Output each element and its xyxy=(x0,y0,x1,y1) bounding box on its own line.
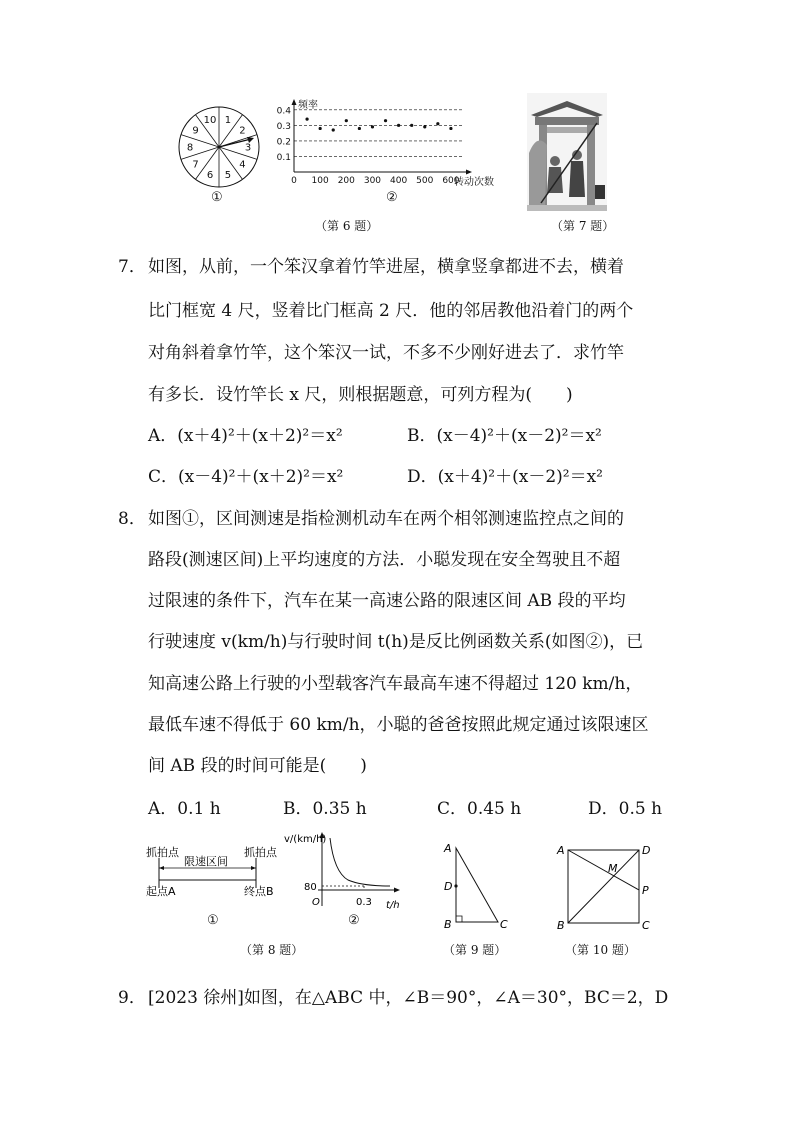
fig10-caption: （第 10 题） xyxy=(565,943,636,957)
fig8b-xlabel: t/h xyxy=(386,900,400,911)
speed-section-diagram xyxy=(140,840,290,900)
data-point xyxy=(345,119,348,122)
fig6-label-1: ① xyxy=(211,190,223,205)
q9-number: 9． xyxy=(118,988,146,1008)
q8-line7: 间 AB 段的时间可能是( ) xyxy=(148,756,367,776)
fig9-A: A xyxy=(444,842,452,855)
data-point xyxy=(423,125,426,128)
wheel-number: 4 xyxy=(239,159,246,171)
fig10-P: P xyxy=(642,884,649,897)
fig6-label-2: ② xyxy=(386,190,398,205)
fig8-label-2: ② xyxy=(348,913,360,928)
data-point xyxy=(332,128,335,131)
fig10-C: C xyxy=(642,919,650,932)
q7-option-d[interactable]: D．(x＋4)²＋(x－2)²＝x² xyxy=(407,467,603,487)
q8-option-d[interactable]: D．0.5 h xyxy=(588,799,663,819)
fig8a-start-label: 起点A xyxy=(146,885,176,898)
data-point xyxy=(371,125,374,128)
fig8a-camera1-label: 抓拍点 xyxy=(146,846,179,859)
fig10-B: B xyxy=(557,919,565,932)
q8-option-a[interactable]: A．0.1 h xyxy=(148,799,221,819)
fig8-label-1: ① xyxy=(207,913,219,928)
fig8a-camera2-label: 抓拍点 xyxy=(244,846,277,859)
wheel-number: 7 xyxy=(192,159,199,171)
q8-line6: 最低车速不得低于 60 km/h，小聪的爸爸按照此规定通过该限速区 xyxy=(148,715,649,735)
x-tick-label: 400 xyxy=(390,176,408,186)
data-point xyxy=(305,118,308,121)
y-axis-arrow xyxy=(292,99,297,105)
q8-number: 8． xyxy=(118,509,146,529)
fig8b-y80: 80 xyxy=(304,882,317,893)
x-tick-label: 100 xyxy=(311,176,329,186)
y-tick-label: 0.4 xyxy=(276,106,291,117)
fig9-B: B xyxy=(444,918,452,931)
wheel-number: 6 xyxy=(206,170,214,182)
q7-line4: 有多长．设竹竿长 x 尺，则根据题意，可列方程为( ) xyxy=(148,385,573,405)
q7-line1: 如图，从前，一个笨汉拿着竹竿进屋，横拿竖拿都进不去，横着 xyxy=(148,257,624,277)
q7-line2: 比门框宽 4 尺，竖着比门框高 2 尺．他的邻居教他沿着门的两个 xyxy=(148,301,634,321)
fig7-caption: （第 7 题） xyxy=(551,219,615,233)
wheel-number: 5 xyxy=(224,170,232,182)
wheel-number: 8 xyxy=(186,142,194,154)
square-abcd-figure xyxy=(550,838,660,934)
y-tick-label: 0.1 xyxy=(276,152,291,163)
data-point xyxy=(410,124,413,127)
triangle-abc-figure xyxy=(438,836,518,934)
fig10-M: M xyxy=(608,862,618,875)
wheel-number: 2 xyxy=(239,125,246,137)
x-axis-title: 转动次数 xyxy=(454,177,494,188)
q8-line5: 知高速公路上行驶的小型载客汽车最高车速不得超过 120 km/h， xyxy=(148,674,643,694)
fig8b-ylabel: v/(km/h) xyxy=(284,834,327,845)
y-axis-title: 频率 xyxy=(298,100,318,111)
q9-line1: [2023 徐州]如图，在△ABC 中，∠B＝90°，∠A＝30°，BC＝2，D xyxy=(148,988,669,1008)
wheel-number: 9 xyxy=(192,125,199,137)
bamboo-door-illustration xyxy=(527,93,607,211)
fig9-D: D xyxy=(444,880,453,893)
q8-line3: 过限速的条件下，汽车在某一高速公路的限速区间 AB 段的平均 xyxy=(148,591,626,611)
q8-line4: 行驶速度 v(km/h)与行驶时间 t(h)是反比例函数关系(如图②)，已 xyxy=(148,632,644,652)
wheel-number: 1 xyxy=(224,114,232,126)
q8-line1: 如图①，区间测速是指检测机动车在两个相邻测速监控点之间的 xyxy=(148,509,624,529)
q8-option-b[interactable]: B．0.35 h xyxy=(283,799,367,819)
fig8b-x03: 0.3 xyxy=(356,897,372,908)
fig9-C: C xyxy=(500,918,508,931)
x-tick-label: 600 xyxy=(442,176,460,186)
q7-number: 7． xyxy=(118,257,146,277)
frequency-chart xyxy=(276,96,510,192)
inverse-function-graph xyxy=(282,828,402,918)
q8-option-c[interactable]: C．0.45 h xyxy=(437,799,522,819)
data-point xyxy=(319,127,322,130)
y-tick-label: 0.2 xyxy=(276,137,291,148)
wheel-number: 3 xyxy=(244,142,252,154)
data-point xyxy=(358,127,361,130)
fig8-caption: （第 8 题） xyxy=(240,943,304,957)
q7-line3: 对角斜着拿竹竿，这个笨汉一试，不多不少刚好进去了．求竹竿 xyxy=(148,343,624,363)
fig10-A: A xyxy=(557,844,565,857)
wheel-number: 10 xyxy=(203,114,217,126)
x-tick-label: 200 xyxy=(337,176,355,186)
wheel-divider xyxy=(219,147,257,159)
x-tick-label: 300 xyxy=(363,176,382,186)
q8-line2: 路段(测速区间)上平均速度的方法．小聪发现在安全驾驶且不超 xyxy=(148,550,621,570)
fig8a-section-label: 限速区间 xyxy=(184,855,228,868)
fig10-D: D xyxy=(642,844,651,857)
y-tick-label: 0.3 xyxy=(276,121,291,132)
data-point xyxy=(384,119,387,122)
x-tick-label: 0 xyxy=(291,176,297,186)
fig8b-origin: O xyxy=(312,897,320,908)
x-tick-label: 500 xyxy=(416,176,434,186)
fig6-caption: （第 6 题） xyxy=(315,219,379,233)
x-axis-arrow xyxy=(466,170,472,175)
data-point xyxy=(397,124,400,127)
spinner-wheel-figure xyxy=(176,104,262,190)
data-point xyxy=(436,122,439,125)
q7-option-c[interactable]: C．(x－4)²＋(x＋2)²＝x² xyxy=(148,467,344,487)
q7-option-a[interactable]: A．(x＋4)²＋(x＋2)²＝x² xyxy=(148,426,343,446)
data-point xyxy=(449,127,452,130)
q7-option-b[interactable]: B．(x－4)²＋(x－2)²＝x² xyxy=(407,426,602,446)
fig8a-end-label: 终点B xyxy=(244,885,274,898)
fig9-caption: （第 9 题） xyxy=(443,943,507,957)
